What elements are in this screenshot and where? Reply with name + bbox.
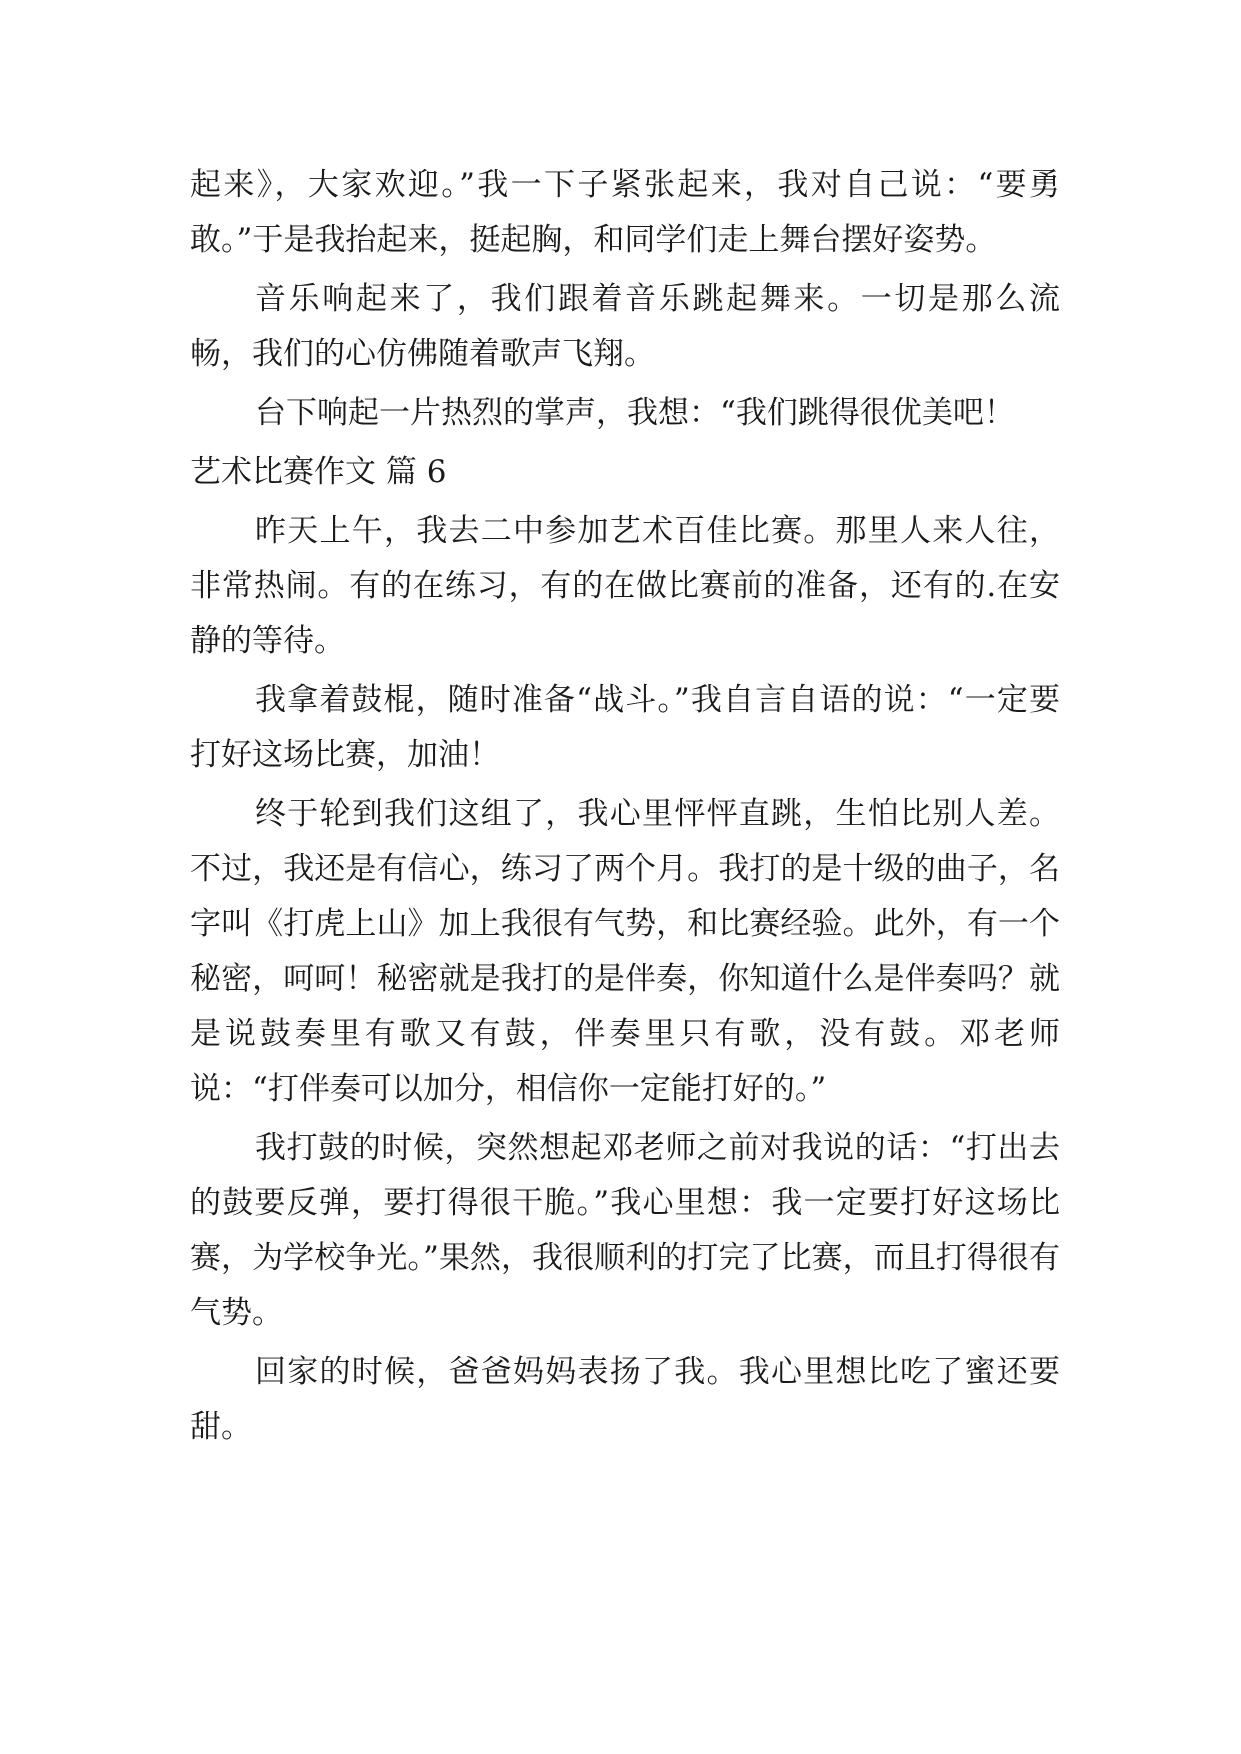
paragraph-4: 昨天上午，我去二中参加艺术百佳比赛。那里人来人往，非常热闹。有的在练习，有的在做比赛前的准备，还有的.在安静的等待。 (190, 513, 1060, 659)
paragraph-7: 我打鼓的时候，突然想起邓老师之前对我说的话：“打出去的鼓要反弹，要打得很干脆。”我心里想：我一定要打好这场比赛，为学校争光。”果然，我很顺利的打完了比赛，而且打得很有气势。 (190, 1130, 1060, 1331)
document-body (190, 158, 1060, 1459)
paragraph-2: 音乐响起来了，我们跟着音乐跳起舞来。一切是那么流畅，我们的心仿佛随着歌声飞翔。 (190, 281, 1060, 372)
paragraph-1: 起来》，大家欢迎。”我一下子紧张起来，我对自己说：“要勇敢。”于是我抬起来，挺起胸，和同学们走上舞台摆好姿势。 (190, 167, 1060, 258)
paragraph-3: 台下响起一片热烈的掌声，我想：“我们跳得很优美吧！ (255, 395, 1015, 431)
section-heading: 艺术比赛作文 篇 6 (190, 454, 447, 490)
paragraph-8: 回家的时候，爸爸妈妈表扬了我。我心里想比吃了蜜还要甜。 (190, 1354, 1060, 1445)
paragraph-5: 我拿着鼓棍，随时准备“战斗。”我自言自语的说：“一定要打好这场比赛，加油！ (190, 682, 1060, 773)
paragraph-6: 终于轮到我们这组了，我心里怦怦直跳，生怕比别人差。不过，我还是有信心，练习了两个月。我打的是十级的曲子，名字叫《打虎上山》加上我很有气势，和比赛经验。此外，有一个秘密，呵呵！秘密就是我打的是伴奏，你知道什么是伴奏吗？就是说鼓奏里有歌又有鼓，伴奏里只有歌，没有鼓。邓老师说：“打伴奏可以加分，相信你一定能打好的。” (190, 796, 1060, 1107)
